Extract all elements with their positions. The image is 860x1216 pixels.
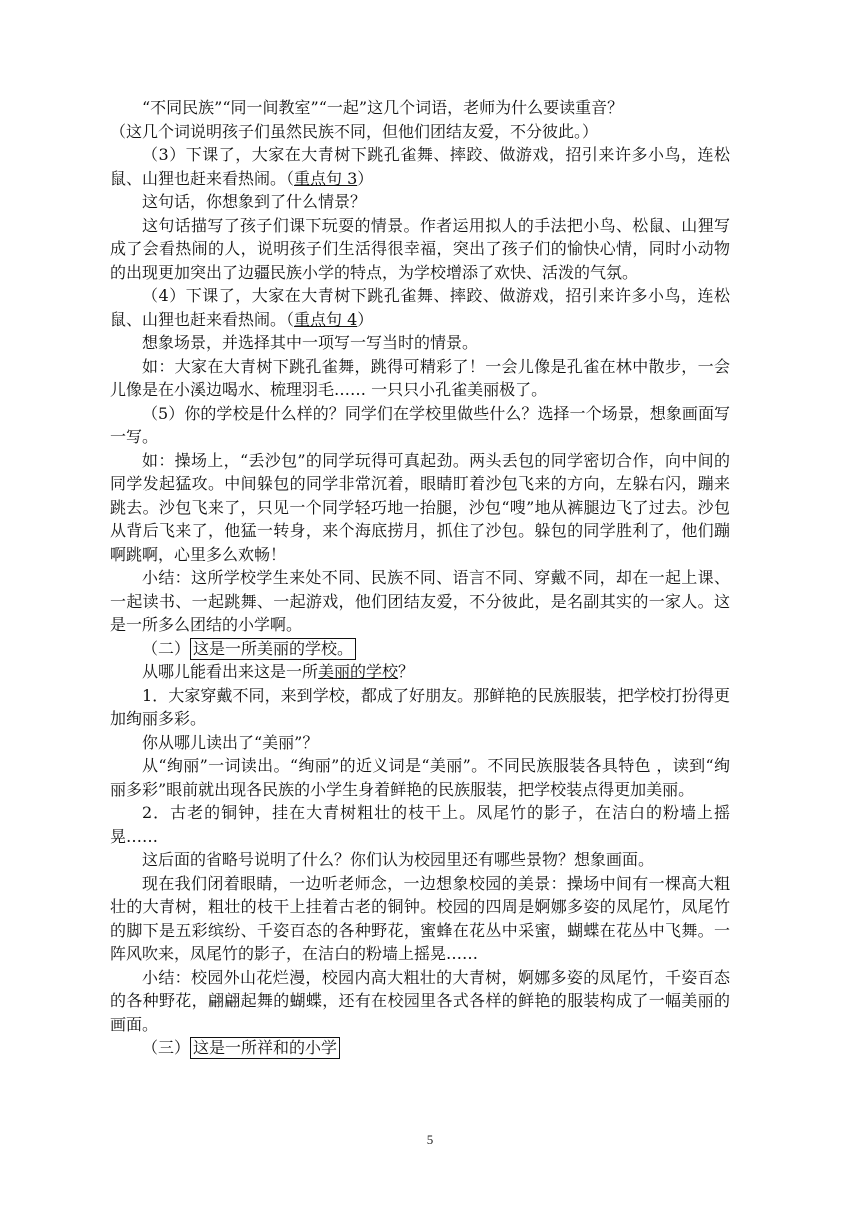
paragraph: 现在我们闭着眼睛，一边听老师念，一边想象校园的美景：操场中间有一棵高大粗壮的大青树，粗壮的枝干上挂着古老的铜钟。校园的四周是婀娜多姿的凤尾竹，凤尾竹的脚下是五彩缤纷、千姿百态的各种野花，蜜蜂在花丛中采蜜，蝴蝶在花丛中飞舞。一阵风吹来，凤尾竹的影子，在洁白的粉墙上摇晃…… [110,873,730,963]
paragraph: 这句话描写了孩子们课下玩耍的情景。作者运用拟人的手法把小鸟、松鼠、山狸写成了会看热闹的人，说明孩子们生活得很幸福，突出了孩子们的愉快心情，同时小动物的出现更加突出了边疆民族小学的特点，为学校增添了欢快、活泼的气氛。 [110,215,730,282]
section-title: 这是一所祥和的小学 [190,1037,340,1059]
paragraph: 小结：这所学校学生来处不同、民族不同、语言不同、穿戴不同，却在一起上课、一起读书、一起跳舞、一起游戏，他们团结友爱，不分彼此，是名副其实的一家人。这是一所多么团结的小学啊。 [110,568,730,634]
section-number: （三） [142,1038,191,1057]
paragraph: 从“绚丽”一词读出。“绚丽”的近义词是“美丽”。不同民族服装各具特色 ，读到“绚丽多彩”眼前就出现各民族的小学生身着鲜艳的民族服装，把学校装点得更加美丽。 [110,756,730,799]
question-text: 从哪儿能看出来这是一所 [142,662,319,681]
paragraph: 想象场景，并选择其中一项写一写当时的情景。 [142,333,479,352]
paragraph: 这句话，你想象到了什么情景？ [142,192,367,211]
question [110,660,730,684]
paragraph: 小结：校园外山花烂漫，校园内高大粗壮的大青树，婀娜多姿的凤尾竹，千姿百态的各种野花，翩翩起舞的蝴蝶，还有在校园里各式各样的鲜艳的服装构成了一幅美丽的画面。 [110,967,730,1034]
page-content [110,96,730,1060]
section-heading-2 [110,637,730,661]
paragraph: 如：大家在大青树下跳孔雀舞，跳得可精彩了！一会儿像是孔雀在林中散步，一会儿像是在小溪边喝水、梳理羽毛…… 一只只小孔雀美丽极了。 [110,356,730,399]
section-heading-3 [110,1036,730,1060]
key-sentence-4 [110,284,730,331]
section-number: （二） [142,638,191,658]
paragraph: “不同民族”“同一间教室”“一起”这几个词语，老师为什么要读重音？ [142,98,624,117]
paragraph: 你从哪儿读出了“美丽”？ [142,732,319,752]
paragraph: （这几个词说明孩子们虽然民族不同，但他们团结友爱，不分彼此。） [110,121,599,141]
question-mark: ？ [398,662,415,681]
key-sentence-label: 重点句 3 [294,168,358,188]
key-sentence-close: ） [357,309,374,329]
paragraph: 2．古老的铜钟，挂在大青树粗壮的枝干上。凤尾竹的影子，在洁白的粉墙上摇晃…… [110,803,730,846]
key-sentence-label: 重点句 4 [294,309,358,329]
paragraph: （5）你的学校是什么样的？同学们在学校里做些什么？选择一个场景，想象画面写一写。 [110,403,730,446]
paragraph: 这后面的省略号说明了什么？你们认为校园里还有哪些景物？想象画面。 [142,850,655,869]
paragraph: 如：操场上，“丢沙包”的同学玩得可真起劲。两头丢包的同学密切合作，向中间的同学发起猛攻。中间躲包的同学非常沉着，眼睛盯着沙包飞来的方向，左躲右闪，蹦来跳去。沙包飞来了，只见一个同学轻巧地一抬腿，沙包“嗖”地从裤腿边飞了过去。沙包从背后飞来了，他猛一转身，来个海底捞月，抓住了沙包。躲包的同学胜利了，他们蹦啊跳啊，心里多么欢畅！ [110,450,730,564]
question-keyword: 美丽的学校 [318,662,399,681]
key-sentence-text: （3）下课了，大家在大青树下跳孔雀舞、摔跤、做游戏，招引来许多小鸟，连松鼠、山狸也赶来看热闹。（ [110,145,730,188]
key-sentence-3 [110,143,730,190]
paragraph: 1．大家穿戴不同，来到学校，都成了好朋友。那鲜艳的民族服装，把学校打扮得更加绚丽多彩。 [110,685,730,728]
key-sentence-text: （4）下课了，大家在大青树下跳孔雀舞、摔跤、做游戏，招引来许多小鸟，连松鼠、山狸也赶来看热闹。（ [110,286,730,329]
key-sentence-close: ） [357,168,374,188]
section-title: 这是一所美丽的学校。 [190,638,356,660]
page-number: 5 [426,1132,434,1147]
